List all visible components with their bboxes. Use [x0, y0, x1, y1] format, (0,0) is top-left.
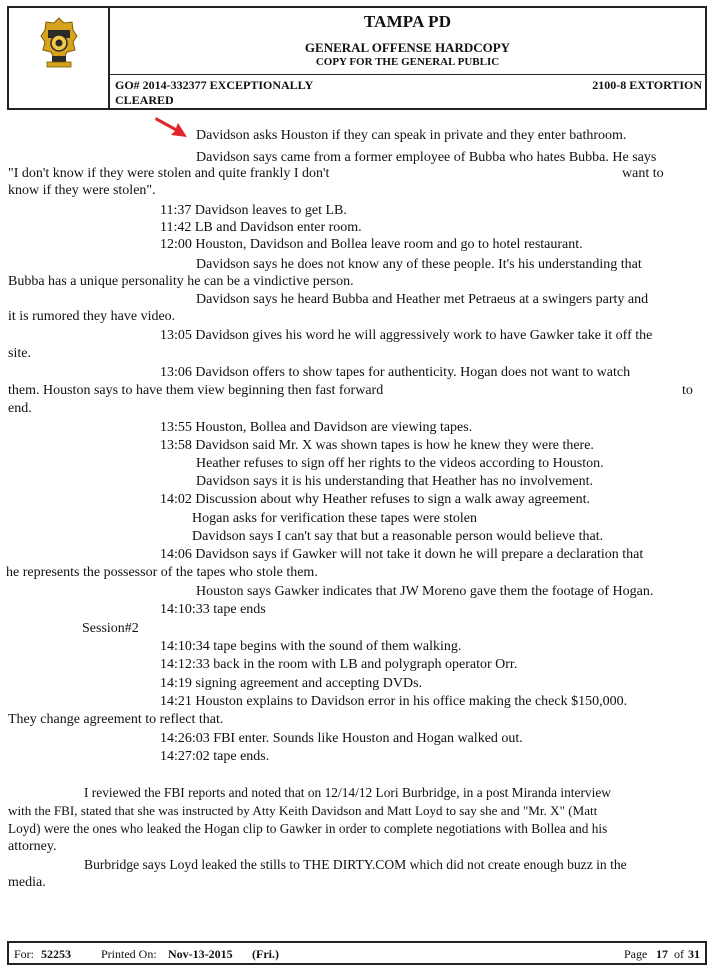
narrative-line: 14:10:34 tape begins with the sound of them walking.	[160, 639, 462, 654]
narrative-line: 14:06 Davidson says if Gawker will not take it down he will prepare a declaration that	[160, 547, 644, 562]
narrative-line: site.	[8, 346, 31, 361]
narrative-line: want to	[622, 166, 664, 181]
narrative-line: 13:58 Davidson said Mr. X was shown tapes is how he knew they were there.	[160, 438, 594, 453]
for-value: 52253	[41, 947, 71, 961]
narrative-line: 12:00 Houston, Davidson and Bollea leave room and go to hotel restaurant.	[160, 237, 583, 252]
narrative-line: 14:26:03 FBI enter. Sounds like Houston and Hogan walked out.	[160, 731, 523, 746]
narrative-line: Loyd) were the ones who leaked the Hogan clip to Gawker in order to complete negotiations with Bollea and his	[8, 821, 608, 836]
narrative-line: with the FBI, stated that she was instructed by Atty Keith Davidson and Matt Loyd to say she and "Mr. X" (Matt	[8, 803, 598, 818]
narrative-line: attorney.	[8, 839, 57, 854]
narrative-line: 11:37 Davidson leaves to get LB.	[160, 203, 347, 218]
report-footer	[7, 941, 707, 965]
narrative-line: end.	[8, 401, 32, 416]
printed-day: (Fri.)	[252, 947, 279, 961]
narrative-line: Davidson says he heard Bubba and Heather met Petraeus at a swingers party and	[196, 292, 649, 307]
narrative-line: them. Houston says to have them view beginning then fast forward	[8, 383, 384, 398]
narrative-line: Heather refuses to sign off her rights to the videos according to Houston.	[196, 456, 604, 471]
narrative-line: 14:27:02 tape ends.	[160, 749, 270, 764]
offense-code: 2100-8 EXTORTION	[592, 78, 702, 92]
session-heading: Session#2	[82, 621, 139, 636]
narrative-line: 13:55 Houston, Bollea and Davidson are viewing tapes.	[160, 420, 473, 435]
narrative-line: 14:21 Houston explains to Davidson error in his office making the check $150,000.	[160, 694, 628, 709]
page-label: Page	[624, 947, 648, 961]
narrative-line: 14:12:33 back in the room with LB and polygraph operator Orr.	[160, 657, 518, 672]
printed-date: Nov-13-2015	[168, 947, 233, 961]
narrative-line: I reviewed the FBI reports and noted that on 12/14/12 Lori Burbridge, in a post Miranda interview	[84, 785, 611, 800]
narrative-line: to	[682, 383, 693, 398]
narrative-line: Davidson says I can't say that but a reasonable person would believe that.	[192, 529, 604, 544]
narrative-line: 14:10:33 tape ends	[160, 602, 266, 617]
go-number-line2: CLEARED	[115, 93, 174, 107]
narrative-line: 14:02 Discussion about why Heather refuses to sign a walk away agreement.	[160, 492, 590, 507]
narrative-line: he represents the possessor of the tapes who stole them.	[6, 565, 318, 580]
narrative-line: Houston says Gawker indicates that JW Moreno gave them the footage of Hogan.	[196, 584, 654, 599]
go-number-line1: GO# 2014-332377 EXCEPTIONALLY	[115, 78, 314, 92]
narrative-line: Davidson asks Houston if they can speak in private and they enter bathroom.	[196, 128, 627, 143]
narrative-line: know if they were stolen".	[8, 183, 156, 198]
narrative-line: 13:05 Davidson gives his word he will aggressively work to have Gawker take it off the	[160, 328, 653, 343]
narrative-line: Davidson says came from a former employee of Bubba who hates Bubba. He says	[196, 150, 657, 165]
narrative-line: media.	[8, 875, 46, 890]
narrative-line: "I don't know if they were stolen and quite frankly I don't	[8, 166, 330, 181]
copy-note: COPY FOR THE GENERAL PUBLIC	[315, 56, 500, 68]
narrative-line: Davidson says he does not know any of these people. It's his understanding that	[196, 257, 642, 272]
narrative-line: 11:42 LB and Davidson enter room.	[160, 220, 362, 235]
narrative-line: Burbridge says Loyd leaked the stills to THE DIRTY.COM which did not create enough buzz in the	[84, 857, 627, 872]
page-number: 17	[656, 947, 668, 961]
page-of: of	[674, 947, 684, 961]
document-type: GENERAL OFFENSE HARDCOPY	[304, 40, 511, 55]
narrative-line: Davidson says it is his understanding that Heather has no involvement.	[196, 474, 593, 489]
for-label: For:	[14, 947, 35, 961]
narrative-line: 14:19 signing agreement and accepting DVDs.	[160, 676, 423, 691]
narrative-line: They change agreement to reflect that.	[8, 712, 224, 727]
narrative-line: it is rumored they have video.	[8, 309, 176, 324]
agency-title: TAMPA PD	[363, 12, 452, 31]
narrative-line: Hogan asks for verification these tapes were stolen	[192, 511, 477, 526]
narrative-line: 13:06 Davidson offers to show tapes for authenticity. Hogan does not want to watch	[160, 365, 631, 380]
page-total: 31	[688, 947, 700, 961]
narrative-line: Bubba has a unique personality he can be a vindictive person.	[8, 274, 354, 289]
printed-label: Printed On:	[101, 947, 157, 961]
